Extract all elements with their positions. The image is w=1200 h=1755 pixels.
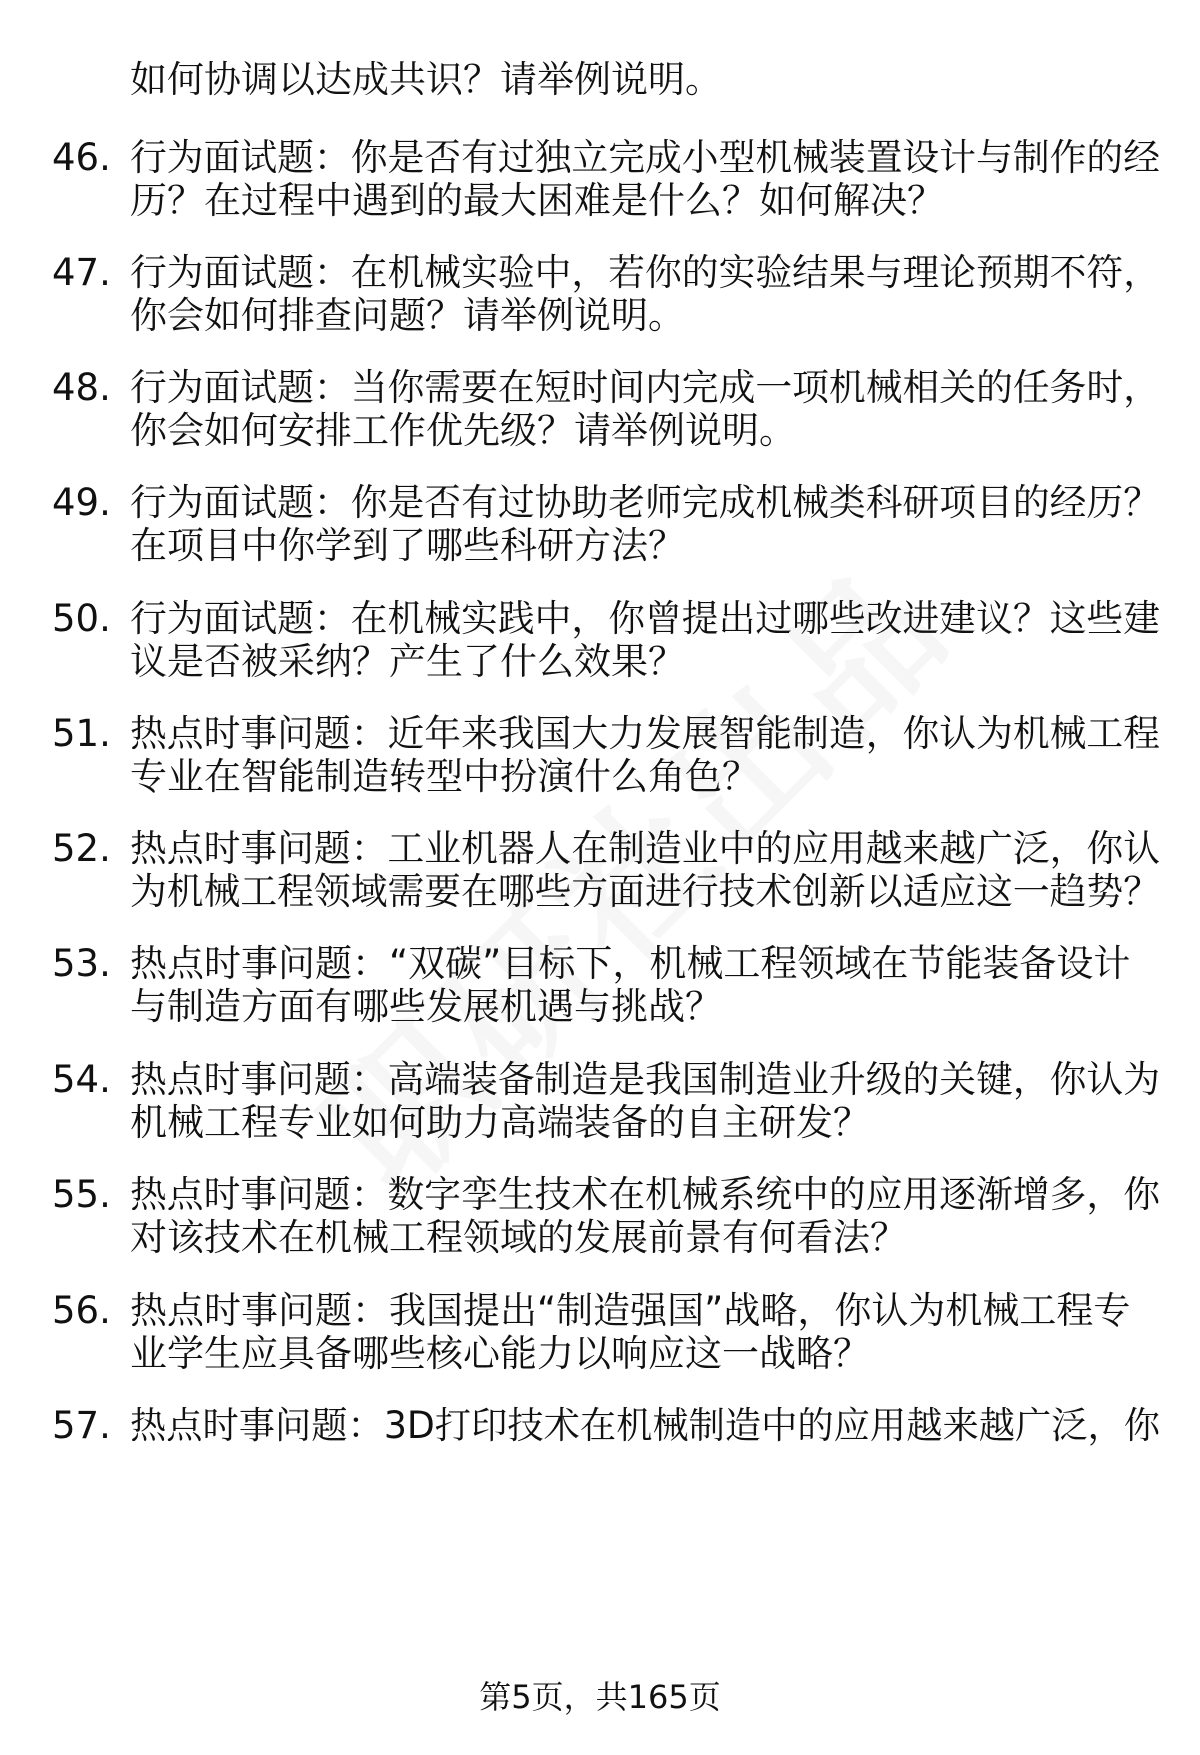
- item-number: 47.: [52, 251, 111, 294]
- item-text-line: 热点时事问题：“双碳”目标下，机械工程领域在节能装备设计: [130, 942, 1131, 985]
- item-number: 51.: [52, 712, 111, 755]
- item-number: 55.: [52, 1173, 111, 1216]
- item-text-line: 与制造方面有哪些发展机遇与挑战？: [130, 985, 722, 1028]
- item-text-line: 行为面试题：你是否有过协助老师完成机械类科研项目的经历？: [130, 481, 1160, 524]
- item-text-line: 你会如何安排工作优先级？请举例说明。: [130, 409, 796, 452]
- item-number: 50.: [52, 597, 111, 640]
- item-number: 49.: [52, 481, 111, 524]
- item-text-line: 热点时事问题：高端装备制造是我国制造业升级的关键，你认为: [130, 1058, 1160, 1101]
- item-text-line: 热点时事问题：我国提出“制造强国”战略，你认为机械工程专: [130, 1289, 1131, 1332]
- item-text-line: 专业在智能制造转型中扮演什么角色？: [130, 755, 759, 798]
- item-text-line: 行为面试题：你是否有过独立完成小型机械装置设计与制作的经: [130, 136, 1160, 179]
- item-number: 46.: [52, 136, 111, 179]
- item-text-line: 历？在过程中遇到的最大困难是什么？如何解决？: [130, 179, 944, 222]
- item-text-line: 业学生应具备哪些核心能力以响应这一战略？: [130, 1332, 870, 1375]
- item-number: 54.: [52, 1058, 111, 1101]
- item-number: 53.: [52, 942, 111, 985]
- item-text-line: 对该技术在机械工程领域的发展前景有何看法？: [130, 1216, 907, 1259]
- item-text-line: 行为面试题：在机械实验中，若你的实验结果与理论预期不符，: [130, 251, 1160, 294]
- item-number: 56.: [52, 1289, 111, 1332]
- continuation-text: 如何协调以达成共识？请举例说明。: [130, 58, 722, 101]
- page-footer: 第5页，共165页: [479, 1678, 721, 1716]
- item-text-line: 在项目中你学到了哪些科研方法？: [130, 524, 685, 567]
- item-text-line: 热点时事问题：工业机器人在制造业中的应用越来越广泛，你认: [130, 827, 1160, 870]
- item-number: 48.: [52, 366, 111, 409]
- item-number: 52.: [52, 827, 111, 870]
- item-text-line: 议是否被采纳？产生了什么效果？: [130, 640, 685, 683]
- item-text-line: 热点时事问题：近年来我国大力发展智能制造，你认为机械工程: [130, 712, 1160, 755]
- item-text-line: 你会如何排查问题？请举例说明。: [130, 294, 685, 337]
- item-text-line: 热点时事问题：数字孪生技术在机械系统中的应用逐渐增多，你: [130, 1173, 1160, 1216]
- item-text-line: 为机械工程领域需要在哪些方面进行技术创新以适应这一趋势？: [130, 870, 1160, 913]
- item-text-line: 行为面试题：当你需要在短时间内完成一项机械相关的任务时，: [130, 366, 1160, 409]
- item-number: 57.: [52, 1404, 111, 1447]
- item-text-line: 机械工程专业如何助力高端装备的自主研发？: [130, 1101, 870, 1144]
- item-text-line: 行为面试题：在机械实践中，你曾提出过哪些改进建议？这些建: [130, 597, 1160, 640]
- item-text-line: 热点时事问题：3D打印技术在机械制造中的应用越来越广泛，你: [130, 1404, 1161, 1447]
